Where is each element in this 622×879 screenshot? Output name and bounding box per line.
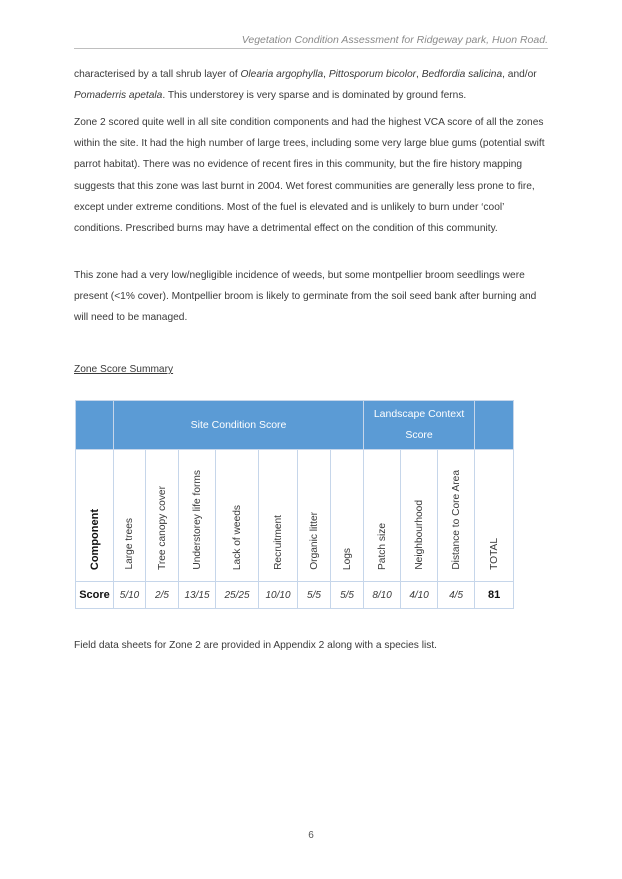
total-group-blank (475, 401, 514, 450)
paragraph-zone-2-summary: Zone 2 scored quite well in all site condition components and had the highest VCA score of all the zones within the site. It had the high number of large trees, including some very large blue gums (potential swift parrot habitat). There was no evidence of recent fires in this community, but the fire history mapping suggests that this zone was last burnt in 2004. Wet forest communities are generally less prone to fire, except under extreme conditions. Most of the fuel is elevated and is unlikely to burn under ‘cool’ conditions. Prescribed burns may have a detrimental effect on the condition of this community. (74, 117, 545, 235)
column-header (259, 450, 298, 582)
component-label: Component (88, 508, 101, 570)
column-header (298, 450, 331, 582)
species-name: Bedfordia salicina (421, 69, 503, 80)
landscape-caption-line: Score (405, 429, 433, 441)
column-header-row (76, 450, 514, 582)
score-cell: 4/5 (438, 582, 475, 609)
score-cell: 5/5 (331, 582, 364, 609)
score-cell: 10/10 (259, 582, 298, 609)
species-name: Pomaderris apetala (74, 90, 163, 102)
component-header (76, 450, 114, 582)
page-number: 6 (308, 830, 314, 841)
landscape-caption-line: Landscape Context (373, 408, 465, 420)
group-header-row (76, 401, 514, 450)
column-header (331, 450, 364, 582)
text-run: characterised by a tall shrub layer of (74, 69, 241, 80)
column-label: Recruitment (272, 515, 284, 570)
text-run: . This understorey is very sparse and is dominated by ground ferns. (162, 90, 467, 102)
text-run: , (323, 69, 329, 80)
column-header (179, 450, 216, 582)
score-cell: 4/10 (401, 582, 438, 609)
column-header (216, 450, 259, 582)
score-row (76, 582, 514, 609)
column-label: Distance to Core Area (450, 470, 462, 570)
column-header (146, 450, 179, 582)
column-header (401, 450, 438, 582)
column-label: Logs (341, 547, 353, 570)
column-label: Understorey life forms (191, 470, 203, 570)
total-header (475, 450, 514, 582)
zone-score-summary-heading: Zone Score Summary (74, 364, 174, 375)
score-label: Score (76, 582, 114, 609)
text-run: , and/or (502, 69, 537, 80)
total-score: 81 (475, 582, 514, 609)
site-condition-group: Site Condition Score (114, 401, 364, 450)
running-header: Vegetation Condition Assessment for Ridgeway park, Huon Road. (74, 34, 548, 49)
column-label: Patch size (376, 523, 388, 570)
species-name: Olearia argophylla (240, 69, 324, 80)
paragraph-appendix-note: Field data sheets for Zone 2 are provided in Appendix 2 along with a species list. (74, 640, 438, 651)
species-name: Pittosporum bicolor (328, 69, 417, 80)
column-header (364, 450, 401, 582)
column-label: Organic litter (308, 512, 320, 570)
score-cell: 8/10 (364, 582, 401, 609)
paragraph-weeds: This zone had a very low/negligible incidence of weeds, but some montpellier broom seedlings were present (<1% cover). Montpellier broom is likely to germinate from the soil seed bank after burning and will need to be managed. (74, 270, 537, 324)
landscape-context-group (364, 401, 475, 450)
score-cell: 2/5 (146, 582, 179, 609)
score-cell: 13/15 (179, 582, 216, 609)
column-label: Lack of weeds (231, 504, 243, 570)
paragraph-shrub-layer (74, 64, 548, 106)
group-header-blank (76, 401, 114, 450)
column-header (114, 450, 146, 582)
column-header (438, 450, 475, 582)
zone-score-table (75, 400, 514, 609)
total-label: TOTAL (488, 538, 500, 570)
score-cell: 25/25 (216, 582, 259, 609)
column-label: Tree canopy cover (156, 486, 168, 570)
column-label: Neighbourhood (413, 500, 425, 570)
column-label: Large trees (124, 518, 135, 570)
score-cell: 5/10 (114, 582, 146, 609)
score-cell: 5/5 (298, 582, 331, 609)
text-run: , (416, 69, 422, 80)
